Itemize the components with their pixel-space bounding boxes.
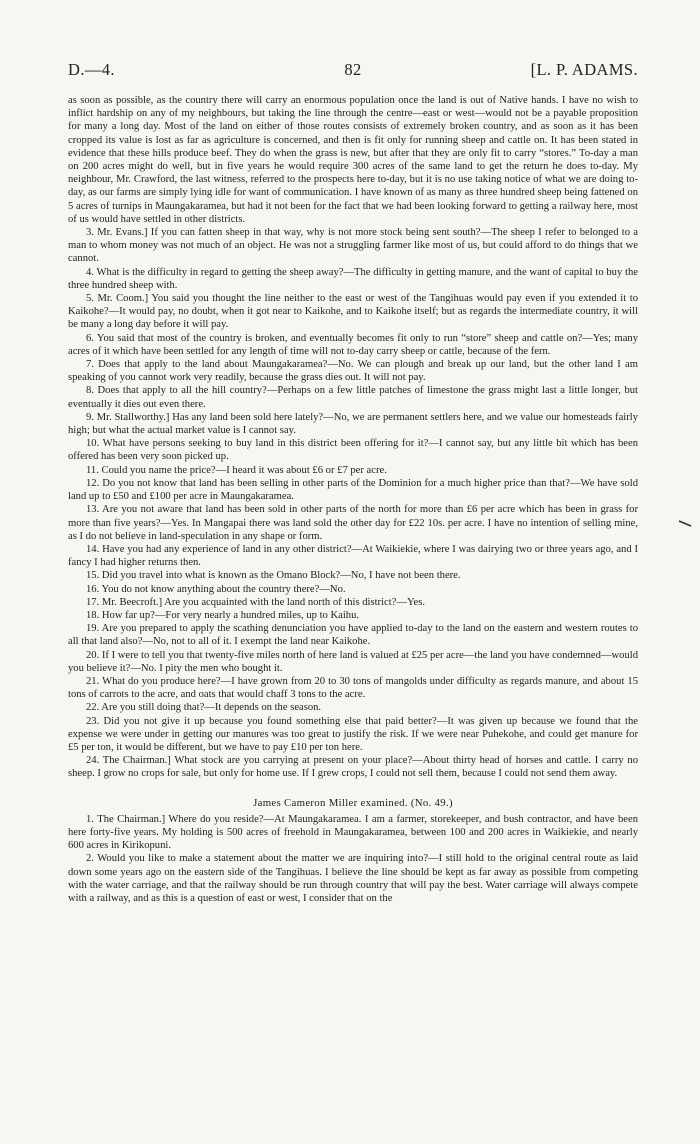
witness-name-header: [L. P. ADAMS. <box>530 60 638 79</box>
margin-mark-icon <box>678 520 694 528</box>
paragraph: 7. Does that apply to the land about Maungakaramea?—No. We can plough and break up our land, but the other land I am speaking of you cannot work very readily, because the grass dies out. It will not pay. <box>68 359 638 384</box>
paragraph: 16. You do not know anything about the country there?—No. <box>86 583 346 595</box>
paragraph: 6. You said that most of the country is broken, and eventually becomes fit only to run “store” sheep and cattle on?—Yes; many acres of it which have been settled for any length of time will not to-day carry sheep or cattle, because of the fern. <box>68 332 638 357</box>
paragraph: 1. The Chairman.] Where do you reside?—At Maungakaramea. I am a farmer, storekeeper, and bush contractor, and have been here forty-five years. My holding is 500 acres of freehold in Maungakaramea, between 100 and 200 acres in Waikiekie, and nearly 600 acres in Kirikopuni. <box>68 813 638 852</box>
paragraph: 4. What is the difficulty in regard to getting the sheep away?—The difficulty in getting manure, and the want of capital to buy the three hundred sheep with. <box>68 266 638 291</box>
paragraph: 18. How far up?—For very nearly a hundred miles, up to Kaihu. <box>86 609 360 621</box>
paragraph: 17. Mr. Beecroft.] Are you acquainted with the land north of this district?—Yes. <box>86 596 426 608</box>
paragraph: 2. Would you like to make a statement about the matter we are inquiring into?—I still hold to the original central route as laid down some years ago on the eastern side of the Tangihuas. I believe the line should be kept as far away as possible from competing with the water carriage, and that the railway should be run through country that will pay the best. Water carriage will always compete with a railway, and as this is a question of east or west, I consider that on the <box>68 853 638 904</box>
paragraph: 8. Does that apply to all the hill country?—Perhaps on a few little patches of limestone the grass might last a little longer, but eventually it dies out even there. <box>68 385 638 410</box>
testimony-section <box>68 94 638 781</box>
paragraph: 5. Mr. Coom.] You said you thought the line neither to the east or west of the Tangihuas would pay even if you extended it to Kaikohe?—It would pay, no doubt, when it got near to Kaikohe, and to Kaikohe itself; but as regards the intermediate country, it will be many a long day before it will pay. <box>68 293 638 331</box>
paragraph: 13. Are you not aware that land has been sold in other parts of the north for more than £6 per acre which has been in grass for more than five years?—Yes. In Mangapai there was land sold the other day for £22 10s. per acre. I have no intention of selling mine, as I do not believe in land-speculation in any shape or form. <box>68 504 638 542</box>
paragraph: 11. Could you name the price?—I heard it was about £6 or £7 per acre. <box>86 464 387 476</box>
paragraph: 19. Are you prepared to apply the scathing denunciation you have applied to-day to the land on the eastern and western routes to all that land also?—No, not to all of it. I exempt the land near Kaikohe. <box>68 623 638 648</box>
paragraph: 15. Did you travel into what is known as the Omano Block?—No, I have not been there. <box>86 570 461 582</box>
paragraph: 20. If I were to tell you that twenty-five miles north of here land is valued at £25 per acre—the land you have condemned—would you believe it?—No. I pity the men who bought it. <box>68 649 638 674</box>
paragraph: 12. Do you not know that land has been selling in other parts of the Dominion for a much higher price than that?—We have sold land up to £50 and £100 per acre in Maungakaramea. <box>68 477 638 503</box>
paragraph: 23. Did you not give it up because you found something else that paid better?—It was given up because we found that the expense we were under in getting our manures was too great to justify the risk. If we were near Puhekohe, and could get manure for £5 per ton, it would be different, but we have to pay £10 per ton here. <box>68 715 638 753</box>
paragraph: 9. Mr. Stallworthy.] Has any land been sold here lately?—No, we are permanent settlers here, and we value our homesteads fairly high; but what the actual market value is I cannot say. <box>68 411 638 437</box>
page-header <box>68 60 638 84</box>
paragraph: 3. Mr. Evans.] If you can fatten sheep in that way, why is not more stock being sent south?—The sheep I refer to belonged to a man to whom money was not much of an object. He was not a struggling farmer like most of us, but could afford to do things that we cannot. <box>68 227 638 265</box>
paragraph: 22. Are you still doing that?—It depends on the season. <box>86 702 322 714</box>
document-reference: D.—4. <box>68 60 115 79</box>
paragraph: as soon as possible, as the country there will carry an enormous population once the land is out of Native hands. I have no wish to inflict hardship on any of my neighbours, but taking the line through the centre—east or west—would not be a payable proposition for many a long day. Most of the land on either of those routes consists of extremely broken country, and as soon as it has been cropped its value is lost as far as agriculture is concerned, and then is fit only for running sheep and cattle on. It has been stated in evidence that these hills produce beef. They do when the grass is new, but after that they are only fit to carry “stores.” To-day a man on 200 acres might do well, but in five years he would require 300 acres of the same land to get the return he does to-day. My neighbour, Mr. Crawford, the last witness, referred to the prospects here to-day, but it is no use taking notice of what we are doing to-day, as our farms are simply lying idle for want of communication. I have known of as many as three hundred sheep being fattened on 5 acres of turnips in Maungakaramea, but had it not been for the fact that we had been looking forward to getting a railway here, most of us would have settled in other districts. <box>68 95 638 225</box>
witness-heading: James Cameron Miller examined. (No. 49.) <box>253 796 453 809</box>
paragraph: 14. Have you had any experience of land in any other district?—At Waikiekie, where I was dairying two or three years ago, and I fancy I had higher returns then. <box>68 543 638 569</box>
paragraph: 21. What do you produce here?—I have grown from 20 to 30 tons of mangolds under difficulty as regards manure, and about 15 tons of carrots to the acre, and oats that would chaff 3 tons to the acre. <box>68 675 638 701</box>
paragraph: 10. What have persons seeking to buy land in this district been offering for it?—I cannot say, but any little bit which has been offered has been very soon picked up. <box>68 438 638 463</box>
page-number: 82 <box>344 60 362 79</box>
document-body <box>68 94 638 905</box>
testimony-section-2 <box>68 813 638 905</box>
paragraph: 24. The Chairman.] What stock are you carrying at present on your place?—About thirty head of horses and cattle. I carry no sheep. I grow no crops for sale, but only for home use. If I grew crops, I could not sell them, because I could not send them away. <box>68 755 638 780</box>
